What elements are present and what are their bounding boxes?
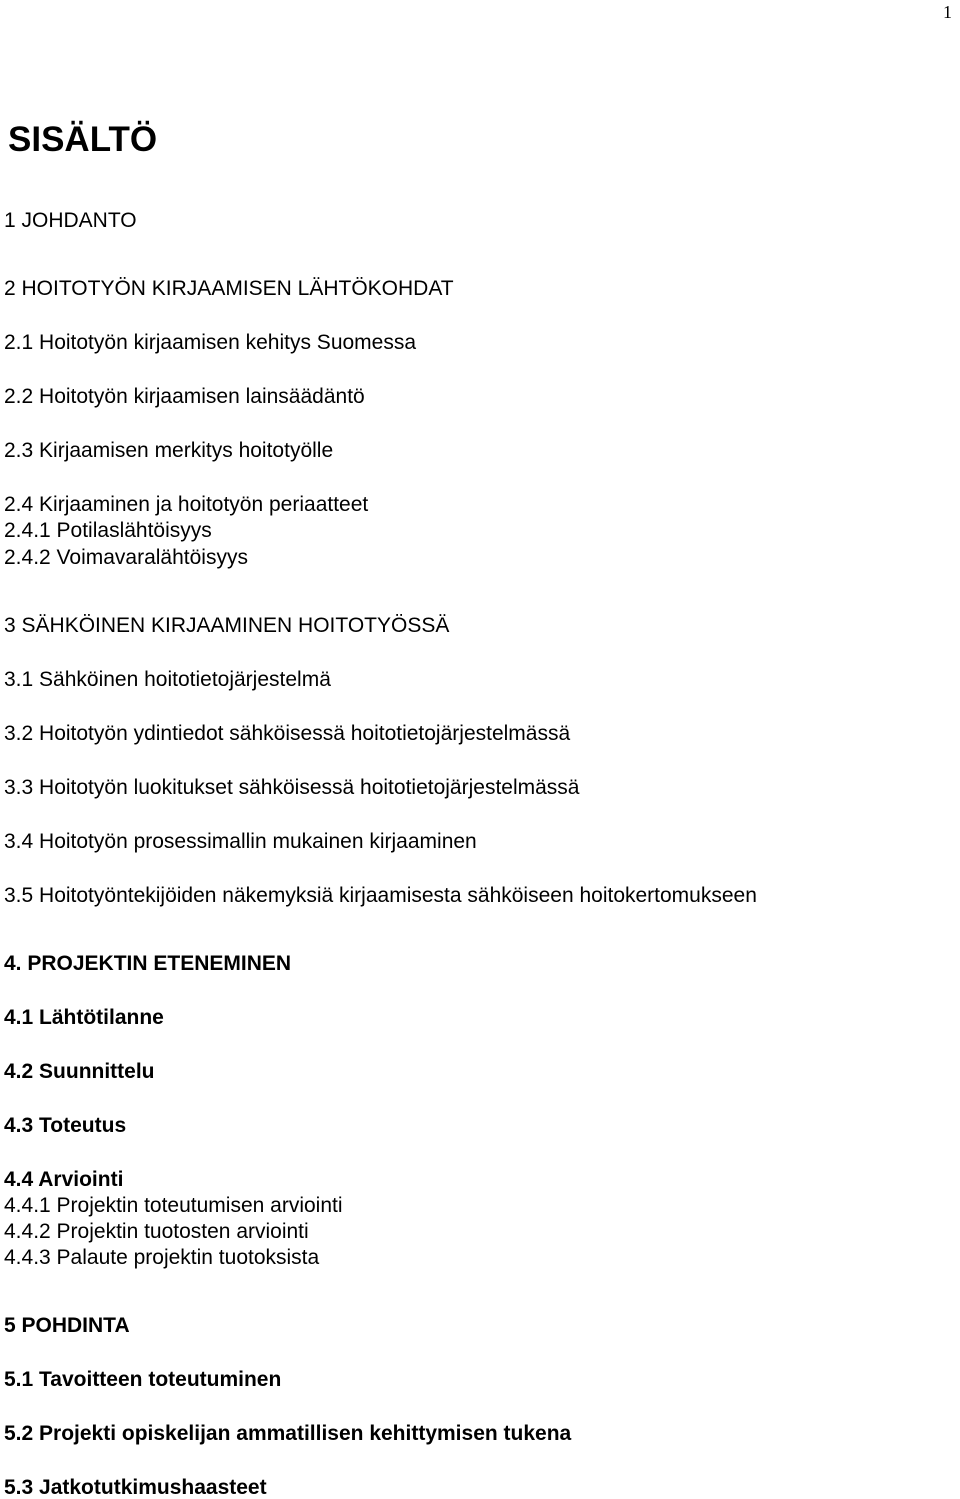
toc-entry: 3.4 Hoitotyön prosessimallin mukainen kirjaaminen [4, 830, 477, 853]
toc-entry: 3.1 Sähköinen hoitotietojärjestelmä [4, 668, 331, 691]
toc-entry: 3.2 Hoitotyön ydintiedot sähköisessä hoitotietojärjestelmässä [4, 722, 571, 745]
toc-entry: 4.2 Suunnittelu [4, 1060, 155, 1083]
toc-entry: 2.4 Kirjaaminen ja hoitotyön periaatteet [4, 493, 369, 516]
toc-entry: 4.4.2 Projektin tuotosten arviointi [4, 1220, 309, 1243]
page-title: SISÄLTÖ [8, 120, 158, 159]
page-number: 1 [943, 2, 952, 22]
toc-entry: 1 JOHDANTO [4, 209, 137, 232]
toc-entry: 5.2 Projekti opiskelijan ammatillisen kehittymisen tukena [4, 1422, 572, 1445]
toc-entry: 5 POHDINTA [4, 1314, 130, 1337]
toc-entry: 4. PROJEKTIN ETENEMINEN [4, 952, 292, 975]
toc-entry: 4.4 Arviointi [4, 1168, 124, 1191]
toc-entry: 2.3 Kirjaamisen merkitys hoitotyölle [4, 439, 334, 462]
toc-entry: 4.4.3 Palaute projektin tuotoksista [4, 1246, 320, 1269]
toc-entry: 3 SÄHKÖINEN KIRJAAMINEN HOITOTYÖSSÄ [4, 614, 450, 637]
toc-entry: 5.1 Tavoitteen toteutuminen [4, 1368, 282, 1391]
toc-entry: 3.5 Hoitotyöntekijöiden näkemyksiä kirjaamisesta sähköiseen hoitokertomukseen [4, 884, 757, 907]
toc-entry: 2 HOITOTYÖN KIRJAAMISEN LÄHTÖKOHDAT [4, 277, 454, 300]
toc-entry: 2.1 Hoitotyön kirjaamisen kehitys Suomessa [4, 331, 417, 354]
toc-entry: 3.3 Hoitotyön luokitukset sähköisessä hoitotietojärjestelmässä [4, 776, 580, 799]
toc-entry: 2.4.1 Potilaslähtöisyys [4, 519, 212, 542]
toc-entry: 4.1 Lähtötilanne [4, 1006, 164, 1029]
toc-entry: 4.4.1 Projektin toteutumisen arviointi [4, 1194, 343, 1217]
toc-entry: 4.3 Toteutus [4, 1114, 127, 1137]
toc-entry: 5.3 Jatkotutkimushaasteet [4, 1476, 267, 1499]
toc-entry: 2.4.2 Voimavaralähtöisyys [4, 546, 248, 569]
toc-entry: 2.2 Hoitotyön kirjaamisen lainsäädäntö [4, 385, 365, 408]
